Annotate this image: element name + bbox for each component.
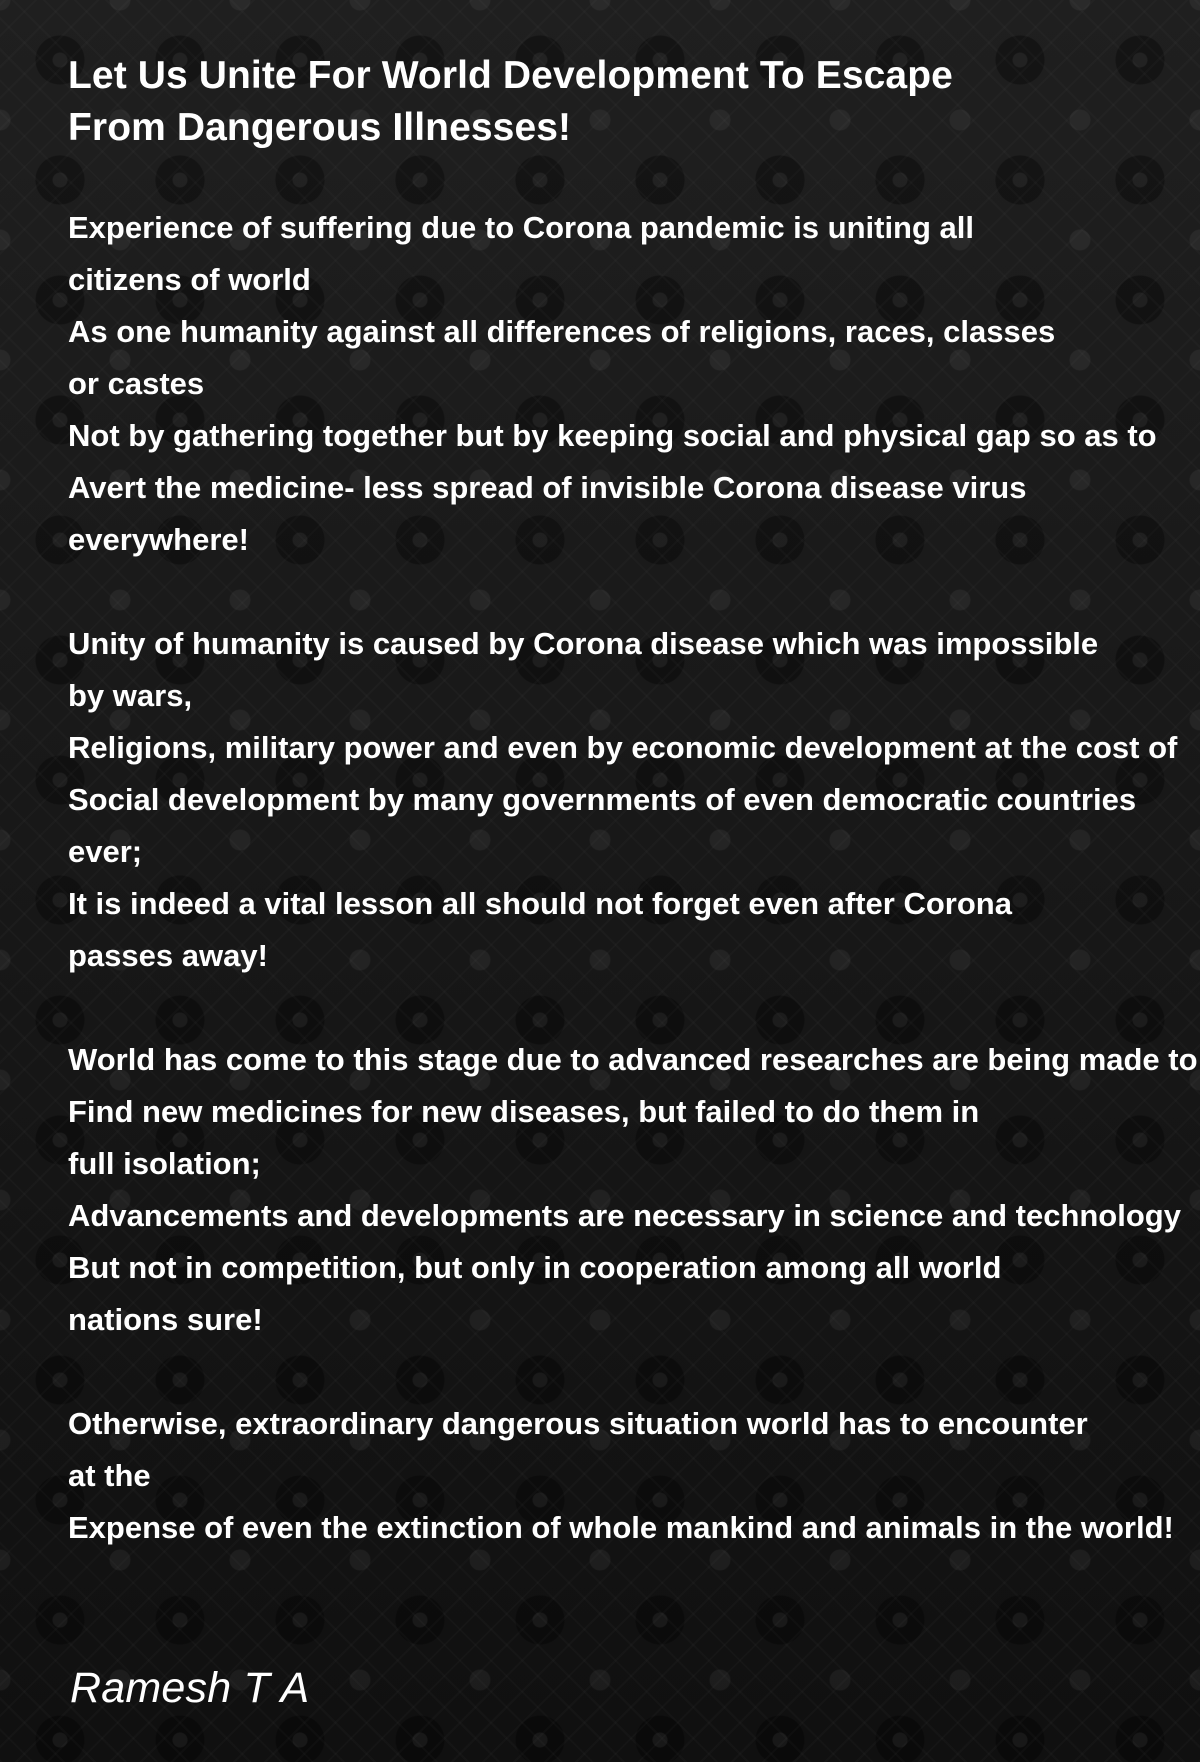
poem-line: Not by gathering together but by keeping social and physical gap so as to (68, 418, 1157, 453)
poem-title (68, 50, 1108, 154)
stanza-2 (68, 618, 1200, 982)
poem-line: everywhere! (68, 522, 249, 557)
poem-line: passes away! (68, 938, 268, 973)
poem-body (68, 202, 1200, 1554)
poem-author: Ramesh T A (70, 1664, 310, 1712)
stanza-gap (68, 1346, 1200, 1398)
stanza-gap (68, 982, 1200, 1034)
stanza-gap (68, 566, 1200, 618)
poem-title-line-1: Let Us Unite For World Development To Escape (68, 54, 953, 97)
poem-line: or castes (68, 366, 205, 401)
poem-line: Unity of humanity is caused by Corona disease which was impossible (68, 626, 1099, 661)
poem-line: Find new medicines for new diseases, but failed to do them in (68, 1094, 980, 1129)
stanza-1 (68, 202, 1200, 566)
poem-line: Advancements and developments are necessary in science and technology (68, 1198, 1181, 1233)
poem-line: ever; (68, 834, 143, 869)
poem-line: nations sure! (68, 1302, 263, 1337)
poem-line: at the (68, 1458, 151, 1493)
poem-line: by wars, (68, 678, 193, 713)
poem-line: Expense of even the extinction of whole mankind and animals in the world! (68, 1510, 1174, 1545)
poem-line: As one humanity against all differences of religions, races, classes (68, 314, 1056, 349)
poem-line: Religions, military power and even by economic development at the cost of (68, 730, 1178, 765)
poem-line: It is indeed a vital lesson all should not forget even after Corona (68, 886, 1012, 921)
poem-title-line-2: From Dangerous Illnesses! (68, 106, 572, 149)
poem-line: Avert the medicine- less spread of invisible Corona disease virus (68, 470, 1027, 505)
poem-line: Experience of suffering due to Corona pandemic is uniting all (68, 210, 975, 245)
poem-line: But not in competition, but only in cooperation among all world (68, 1250, 1002, 1285)
poem-line: World has come to this stage due to advanced researches are being made to (68, 1042, 1198, 1077)
poem-line: citizens of world (68, 262, 311, 297)
stanza-4 (68, 1398, 1200, 1554)
poem-line: Otherwise, extraordinary dangerous situation world has to encounter (68, 1406, 1088, 1441)
poem-line: full isolation; (68, 1146, 261, 1181)
stanza-3 (68, 1034, 1200, 1346)
poem-line: Social development by many governments of even democratic countries (68, 782, 1137, 817)
